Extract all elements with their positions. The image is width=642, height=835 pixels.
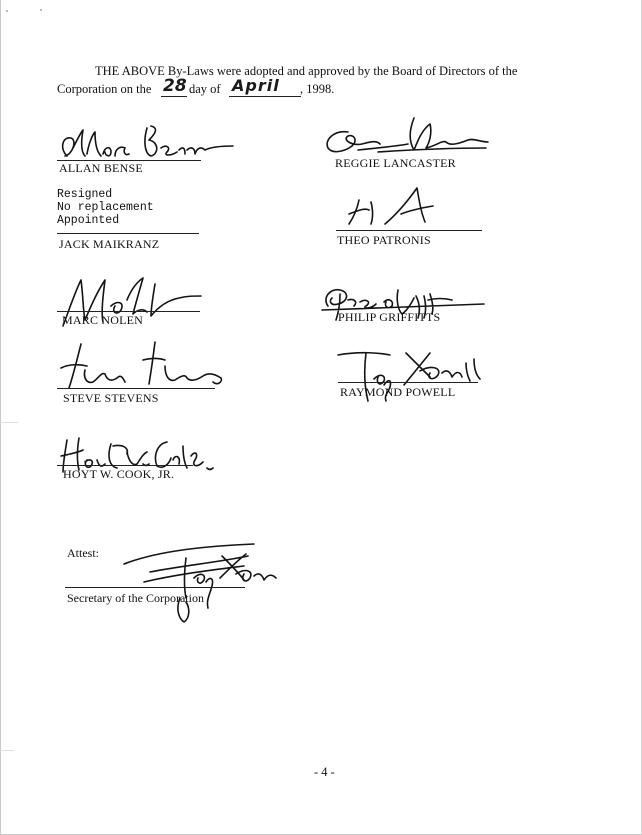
signature-allan-bense [55, 118, 240, 166]
signer-name-philip: PHILIP GRIFFITTS [338, 310, 441, 324]
day-underline [161, 96, 187, 97]
year-text: , 1998. [300, 82, 335, 96]
attest-label: Attest: [67, 546, 99, 560]
signature-line [338, 382, 478, 383]
signer-name-steve: STEVE STEVENS [63, 391, 159, 405]
scan-speck [40, 9, 42, 11]
signature-line [57, 465, 193, 466]
scan-mark [0, 422, 18, 423]
signer-name-reggie: REGGIE LANCASTER [335, 156, 456, 170]
adoption-prefix: Corporation on the [57, 82, 152, 96]
handwritten-month: April [232, 76, 280, 95]
signer-name-raymond: RAYMOND POWELL [340, 385, 456, 399]
signature-line [57, 388, 215, 389]
signature-reggie-lancaster [318, 110, 498, 160]
month-underline [229, 96, 301, 97]
resignation-note-line: No replacement [57, 201, 154, 214]
scan-speck [6, 10, 8, 12]
signature-line [336, 230, 482, 231]
day-of-text: day of [189, 82, 221, 96]
signature-line [57, 311, 200, 312]
signature-secretary [120, 538, 280, 624]
signer-name-jack: JACK MAIKRANZ [59, 237, 160, 251]
attest-role: Secretary of the Corporation [67, 591, 204, 605]
resignation-note-line: Resigned [57, 188, 113, 201]
signer-name-allan: ALLAN BENSE [59, 161, 143, 175]
signature-theo-patronis [345, 180, 455, 230]
signature-line [57, 233, 199, 234]
page-left-edge [0, 0, 1, 835]
scan-mark [0, 750, 14, 751]
signer-name-theo: THEO PATRONIS [337, 233, 431, 247]
page-number: - 4 - [314, 765, 335, 779]
signature-line [65, 587, 245, 588]
signer-name-hoyt: HOYT W. COOK, JR. [63, 467, 175, 481]
adoption-line-2 [57, 82, 151, 97]
adoption-line-1: THE ABOVE By-Laws were adopted and approved by the Board of Directors of the [95, 64, 518, 78]
signature-steve-stevens [57, 338, 229, 394]
handwritten-day: 28 [163, 76, 187, 96]
resignation-note-line: Appointed [57, 214, 120, 227]
signer-name-marc: MARC NOLEN [62, 313, 144, 327]
resignation-note [57, 188, 154, 227]
